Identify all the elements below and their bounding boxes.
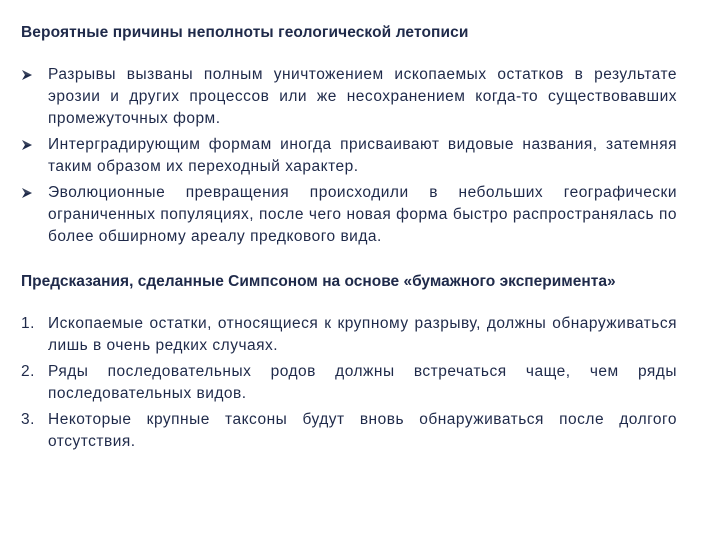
section-heading: Предсказания, сделанные Симпсоном на основе «бумажного эксперимента» xyxy=(21,273,616,290)
arrowhead-bullet-icon xyxy=(21,139,33,151)
predictions-list xyxy=(21,313,677,453)
slide xyxy=(21,22,677,457)
arrowhead-bullet-icon xyxy=(21,187,33,199)
list-item-text: Эволюционные превращения происходили в небольших географически ограниченных популяциях, после чего новая форма быстро распространялась по более обширному ареалу предкового вида. xyxy=(48,184,677,245)
list-item xyxy=(21,64,677,130)
list-item-text: Некоторые крупные таксоны будут вновь обнаруживаться после долгого отсутствия. xyxy=(48,411,677,450)
list-number: 1. xyxy=(21,315,35,332)
list-number: 2. xyxy=(21,363,35,380)
list-item xyxy=(21,134,677,178)
arrowhead-bullet-icon xyxy=(21,69,33,81)
list-item xyxy=(21,313,677,357)
list-item xyxy=(21,409,677,453)
list-item-text: Разрывы вызваны полным уничтожением ископаемых остатков в результате эрозии и других процессов или же несохранением когда-то существовавших промежуточных форм. xyxy=(48,66,677,127)
list-item xyxy=(21,361,677,405)
list-number: 3. xyxy=(21,411,35,428)
list-item xyxy=(21,182,677,248)
list-item-text: Ископаемые остатки, относящиеся к крупному разрыву, должны обнаруживаться лишь в очень редких случаях. xyxy=(48,315,677,354)
page-title: Вероятные причины неполноты геологической летописи xyxy=(21,24,469,41)
list-item-text: Интерградирующим формам иногда присваивают видовые названия, затемняя таким образом их переходный характер. xyxy=(48,136,677,175)
list-item-text: Ряды последовательных родов должны встречаться чаще, чем ряды последовательных видов. xyxy=(48,363,677,402)
causes-list xyxy=(21,64,677,248)
